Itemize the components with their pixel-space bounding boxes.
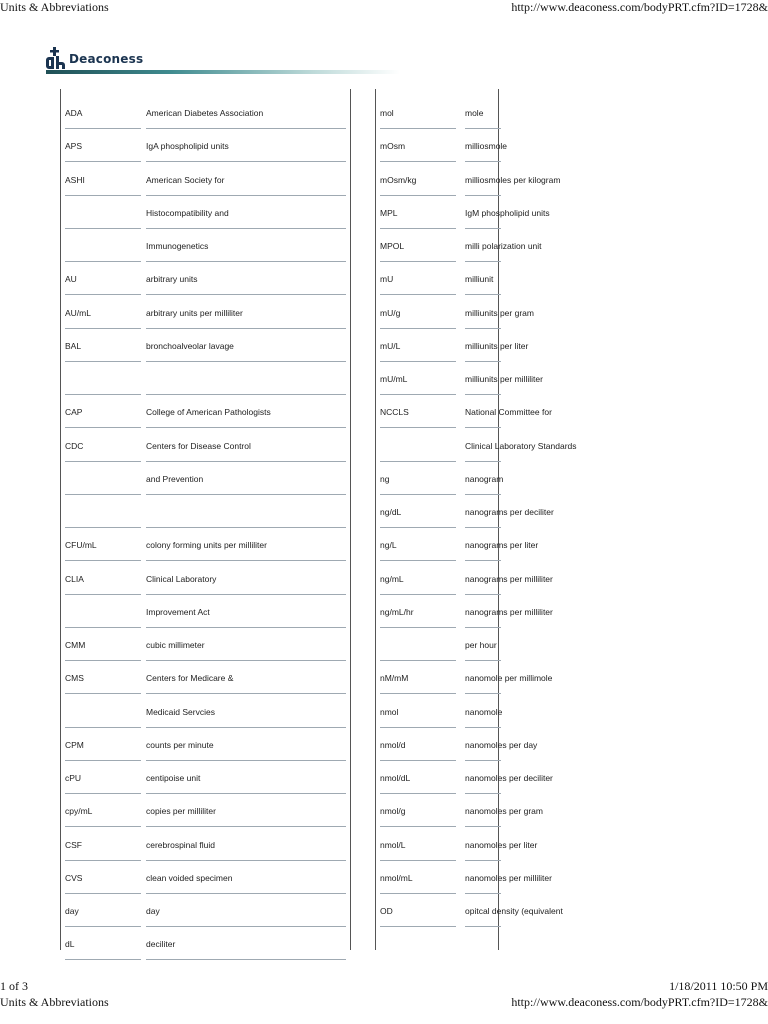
meaning: milliunits per liter (465, 340, 529, 351)
deaconess-cross-icon (46, 47, 66, 71)
row-divider (65, 959, 141, 960)
row-divider (146, 959, 346, 960)
meaning: National Committee for (465, 407, 552, 418)
table-row (376, 793, 543, 826)
table-row (61, 893, 350, 926)
abbreviation: nmol/d (380, 739, 406, 750)
abbreviation: NCCLS (380, 407, 409, 418)
meaning: Improvement Act (146, 606, 210, 617)
abbreviation: cpy/mL (65, 806, 93, 817)
meaning: nanograms per liter (465, 540, 539, 551)
abbreviation: MPOL (380, 241, 405, 251)
meaning: College of American Pathologists (146, 407, 271, 418)
meaning: Centers for Medicare & (146, 673, 234, 684)
table-row (61, 494, 350, 527)
meaning: copies per milliliter (146, 806, 216, 817)
meaning: milliunits per milliliter (465, 374, 543, 384)
meaning: Clinical Laboratory (146, 573, 217, 584)
meaning: Clinical Laboratory Standards (465, 440, 577, 451)
table-row (376, 261, 498, 294)
table-row (376, 893, 563, 926)
print-header-title: Units & Abbreviations (0, 0, 109, 14)
table-row (61, 461, 350, 494)
abbreviation: ng/L (380, 540, 397, 551)
table-row (376, 527, 539, 560)
print-header-url: http://www.deaconess.com/bodyPRT.cfm?ID=1728& (511, 0, 768, 14)
meaning: centipoise unit (146, 773, 201, 783)
print-footer (0, 979, 768, 1019)
abbreviation: mol (380, 108, 394, 118)
table-row (376, 494, 554, 527)
meaning: and Prevention (146, 473, 204, 484)
meaning: arbitrary units (146, 274, 198, 285)
meaning: nanomole per millimole (465, 673, 553, 684)
table-row (61, 428, 350, 461)
meaning: American Diabetes Association (146, 108, 264, 118)
table-row (376, 95, 498, 128)
table-row (61, 228, 350, 261)
abbreviation: MPL (380, 207, 398, 218)
table-row (376, 594, 553, 627)
table-row (376, 694, 503, 727)
meaning: nanomoles per day (465, 739, 538, 750)
table-row (61, 195, 350, 228)
table-row (61, 162, 350, 195)
table-row (61, 394, 350, 427)
table-row (376, 394, 552, 427)
abbreviation: CFU/mL (65, 540, 97, 551)
table-row (61, 361, 350, 394)
meaning: cubic millimeter (146, 640, 205, 650)
abbreviations-table-left (60, 89, 351, 950)
abbreviation: mU/g (380, 307, 401, 318)
table-row (376, 128, 508, 161)
print-footer-page: 1 of 3 (0, 979, 28, 993)
logo-underline-bar (46, 70, 400, 74)
meaning: nanogram (465, 473, 504, 484)
abbreviation: ng (380, 473, 390, 484)
meaning: nanomoles per milliliter (465, 872, 552, 883)
meaning: nanomoles per gram (465, 806, 543, 817)
table-row (61, 926, 350, 959)
abbreviation: CMM (65, 640, 86, 650)
abbreviation: nmol (380, 706, 399, 717)
logo-name: Deaconess (69, 52, 144, 66)
row-divider (465, 926, 501, 927)
abbreviation: CDC (65, 440, 84, 451)
abbreviation: mU/L (380, 340, 401, 351)
meaning: American Society for (146, 174, 225, 185)
table-row (376, 361, 543, 394)
meaning: per hour (465, 640, 497, 650)
abbreviation: ASHI (65, 174, 85, 185)
table-row (61, 128, 350, 161)
table-row (376, 660, 553, 693)
abbreviation: CLIA (65, 573, 84, 584)
meaning: counts per minute (146, 739, 214, 750)
table-row (61, 860, 350, 893)
abbreviation: CSF (65, 839, 82, 850)
table-row (61, 261, 350, 294)
table-row (376, 827, 538, 860)
table-row (61, 793, 350, 826)
table-row (61, 328, 350, 361)
table-row (376, 760, 553, 793)
abbreviation: OD (380, 906, 393, 916)
print-header (0, 0, 768, 16)
table-row (61, 694, 350, 727)
meaning: milliosmoles per kilogram (465, 174, 561, 185)
meaning: nanomoles per liter (465, 839, 538, 850)
print-footer-title: Units & Abbreviations (0, 995, 109, 1009)
abbreviation: cPU (65, 773, 82, 783)
table-row (61, 295, 350, 328)
abbreviation: CMS (65, 673, 84, 684)
abbreviation: CPM (65, 739, 84, 750)
meaning: IgM phospholipid units (465, 207, 550, 218)
table-row (376, 860, 552, 893)
table-row (376, 295, 534, 328)
abbreviation: BAL (65, 340, 82, 351)
table-row (61, 95, 350, 128)
abbreviation: nmol/L (380, 839, 406, 850)
meaning: deciliter (146, 939, 176, 950)
meaning: milliunits per gram (465, 307, 534, 318)
meaning: nanomole (465, 706, 503, 717)
meaning: nanograms per milliliter (465, 606, 553, 617)
meaning: nanograms per deciliter (465, 507, 554, 517)
meaning: clean voided specimen (146, 872, 233, 883)
meaning: nanograms per milliliter (465, 573, 553, 584)
abbreviation: nmol/mL (380, 872, 413, 883)
abbreviation: nM/mM (380, 673, 409, 684)
meaning: IgA phospholipid units (146, 141, 229, 152)
abbreviation: ADA (65, 108, 83, 118)
meaning: milli polarization unit (465, 241, 542, 251)
abbreviation: nmol/dL (380, 773, 411, 783)
abbreviation: day (65, 906, 79, 916)
abbreviations-table-right (375, 89, 577, 950)
abbreviation: mOsm (380, 141, 406, 152)
table-row (61, 594, 350, 627)
meaning: opitcal density (equivalent (465, 906, 563, 916)
abbreviation: AU (65, 274, 77, 285)
meaning: milliunit (465, 274, 494, 285)
meaning: arbitrary units per milliliter (146, 307, 243, 318)
table-row (376, 627, 498, 660)
table-row (376, 195, 550, 228)
abbreviation: mU (380, 274, 394, 285)
meaning: day (146, 906, 160, 916)
meaning: cerebrospinal fluid (146, 839, 215, 850)
abbreviation: nmol/g (380, 806, 406, 817)
table-row (376, 162, 561, 195)
abbreviation: APS (65, 141, 83, 152)
abbreviation: mOsm/kg (380, 174, 417, 185)
table-row (376, 228, 542, 261)
table-row (61, 527, 350, 560)
meaning: nanomoles per deciliter (465, 773, 553, 783)
meaning: Immunogenetics (146, 241, 209, 251)
meaning: colony forming units per milliliter (146, 540, 267, 551)
abbreviation: mU/mL (380, 374, 408, 384)
abbreviation: ng/mL (380, 573, 404, 584)
table-row (61, 760, 350, 793)
table-row (61, 660, 350, 693)
table-row (61, 627, 350, 660)
meaning: Medicaid Servcies (146, 706, 215, 717)
table-row (376, 561, 553, 594)
print-footer-url: http://www.deaconess.com/bodyPRT.cfm?ID=1728& (511, 995, 768, 1009)
meaning: Centers for Disease Control (146, 440, 251, 451)
table-row (376, 727, 538, 760)
abbreviation: CAP (65, 407, 83, 418)
table-row (376, 461, 504, 494)
abbreviation: AU/mL (65, 307, 91, 318)
meaning: Histocompatibility and (146, 207, 229, 218)
abbreviation: ng/mL/hr (380, 606, 414, 617)
abbreviation: ng/dL (380, 507, 402, 517)
table-row (376, 428, 577, 461)
meaning: bronchoalveolar lavage (146, 340, 234, 351)
row-divider (380, 926, 456, 927)
meaning: milliosmole (465, 141, 508, 152)
abbreviation: CVS (65, 872, 83, 883)
table-row (61, 827, 350, 860)
abbreviation: dL (65, 939, 75, 950)
meaning: mole (465, 108, 484, 118)
print-footer-datetime: 1/18/2011 10:50 PM (669, 979, 768, 993)
table-row (61, 727, 350, 760)
table-row (61, 561, 350, 594)
table-row (376, 328, 529, 361)
